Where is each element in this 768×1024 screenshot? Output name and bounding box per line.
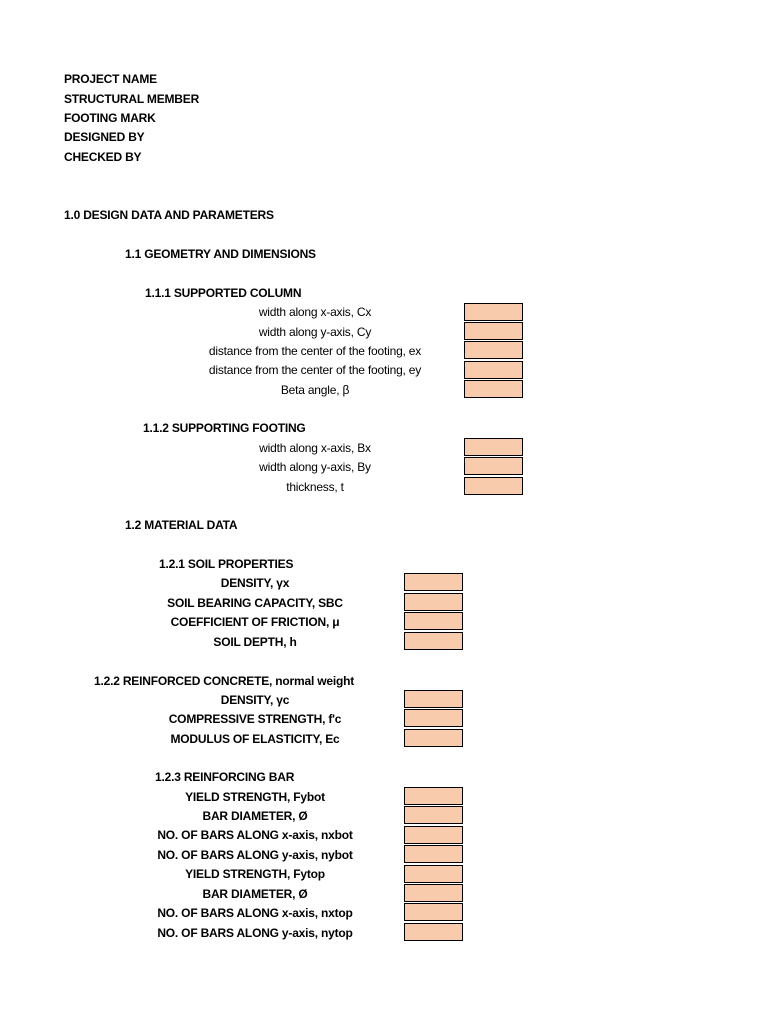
- label-bx: width along x-axis, Bx: [259, 441, 371, 455]
- section-title-rebar: 1.2.3 REINFORCING BAR: [155, 770, 295, 784]
- label-friction: COEFFICIENT OF FRICTION, μ: [170, 615, 340, 629]
- input-bar-diameter-bot[interactable]: [404, 806, 463, 824]
- input-sbc[interactable]: [404, 593, 463, 611]
- section-title-supported-column: 1.1.1 SUPPORTED COLUMN: [145, 286, 302, 300]
- checked-by-label: CHECKED BY: [64, 150, 142, 164]
- label-soil-density: DENSITY, γx: [220, 576, 290, 590]
- label-bar-diameter-bot: BAR DIAMETER, Ø: [202, 809, 308, 823]
- input-ex[interactable]: [464, 341, 523, 359]
- label-fytop: YIELD STRENGTH, Fytop: [185, 867, 325, 881]
- input-bx[interactable]: [464, 438, 523, 456]
- label-bar-diameter-top: BAR DIAMETER, Ø: [202, 887, 308, 901]
- input-fytop[interactable]: [404, 865, 463, 883]
- label-nxbot: NO. OF BARS ALONG x-axis, nxbot: [157, 828, 353, 842]
- input-cy[interactable]: [464, 322, 523, 340]
- input-by[interactable]: [464, 457, 523, 475]
- project-name-label: PROJECT NAME: [64, 72, 157, 86]
- input-fc[interactable]: [404, 709, 463, 727]
- label-nxtop: NO. OF BARS ALONG x-axis, nxtop: [157, 906, 353, 920]
- label-fc: COMPRESSIVE STRENGTH, f'c: [168, 712, 342, 726]
- input-concrete-density[interactable]: [404, 690, 463, 708]
- input-fybot[interactable]: [404, 787, 463, 805]
- input-nxtop[interactable]: [404, 903, 463, 921]
- input-cx[interactable]: [464, 303, 523, 321]
- label-fybot: YIELD STRENGTH, Fybot: [185, 790, 325, 804]
- structural-member-label: STRUCTURAL MEMBER: [64, 92, 200, 106]
- input-bar-diameter-top[interactable]: [404, 884, 463, 902]
- input-thickness[interactable]: [464, 477, 523, 495]
- input-ec[interactable]: [404, 729, 463, 747]
- footing-mark-label: FOOTING MARK: [64, 111, 156, 125]
- section-title-supporting-footing: 1.1.2 SUPPORTING FOOTING: [143, 421, 306, 435]
- label-nybot: NO. OF BARS ALONG y-axis, nybot: [157, 848, 353, 862]
- label-cy: width along y-axis, Cy: [258, 325, 372, 339]
- label-ey: distance from the center of the footing, ey: [208, 363, 422, 377]
- label-cx: width along x-axis, Cx: [258, 305, 372, 319]
- label-beta: Beta angle, β: [280, 383, 350, 397]
- input-beta[interactable]: [464, 380, 523, 398]
- input-ey[interactable]: [464, 361, 523, 379]
- section-title-geometry: 1.1 GEOMETRY AND DIMENSIONS: [125, 247, 316, 261]
- label-sbc: SOIL BEARING CAPACITY, SBC: [167, 596, 343, 610]
- label-soil-depth: SOIL DEPTH, h: [213, 635, 297, 649]
- input-nybot[interactable]: [404, 845, 463, 863]
- label-nytop: NO. OF BARS ALONG y-axis, nytop: [157, 926, 353, 940]
- section-title-concrete: 1.2.2 REINFORCED CONCRETE, normal weight: [94, 674, 355, 688]
- input-soil-density[interactable]: [404, 573, 463, 591]
- label-ec: MODULUS OF ELASTICITY, Ec: [170, 732, 340, 746]
- input-nxbot[interactable]: [404, 826, 463, 844]
- label-thickness: thickness, t: [286, 480, 344, 494]
- input-friction[interactable]: [404, 612, 463, 630]
- input-nytop[interactable]: [404, 923, 463, 941]
- section-title-material: 1.2 MATERIAL DATA: [125, 518, 238, 532]
- label-concrete-density: DENSITY, γc: [220, 693, 290, 707]
- section-title-soil: 1.2.1 SOIL PROPERTIES: [159, 557, 294, 571]
- label-by: width along y-axis, By: [259, 460, 371, 474]
- section-title-design-data: 1.0 DESIGN DATA AND PARAMETERS: [64, 208, 274, 222]
- label-ex: distance from the center of the footing, ex: [208, 344, 422, 358]
- designed-by-label: DESIGNED BY: [64, 130, 145, 144]
- input-soil-depth[interactable]: [404, 632, 463, 650]
